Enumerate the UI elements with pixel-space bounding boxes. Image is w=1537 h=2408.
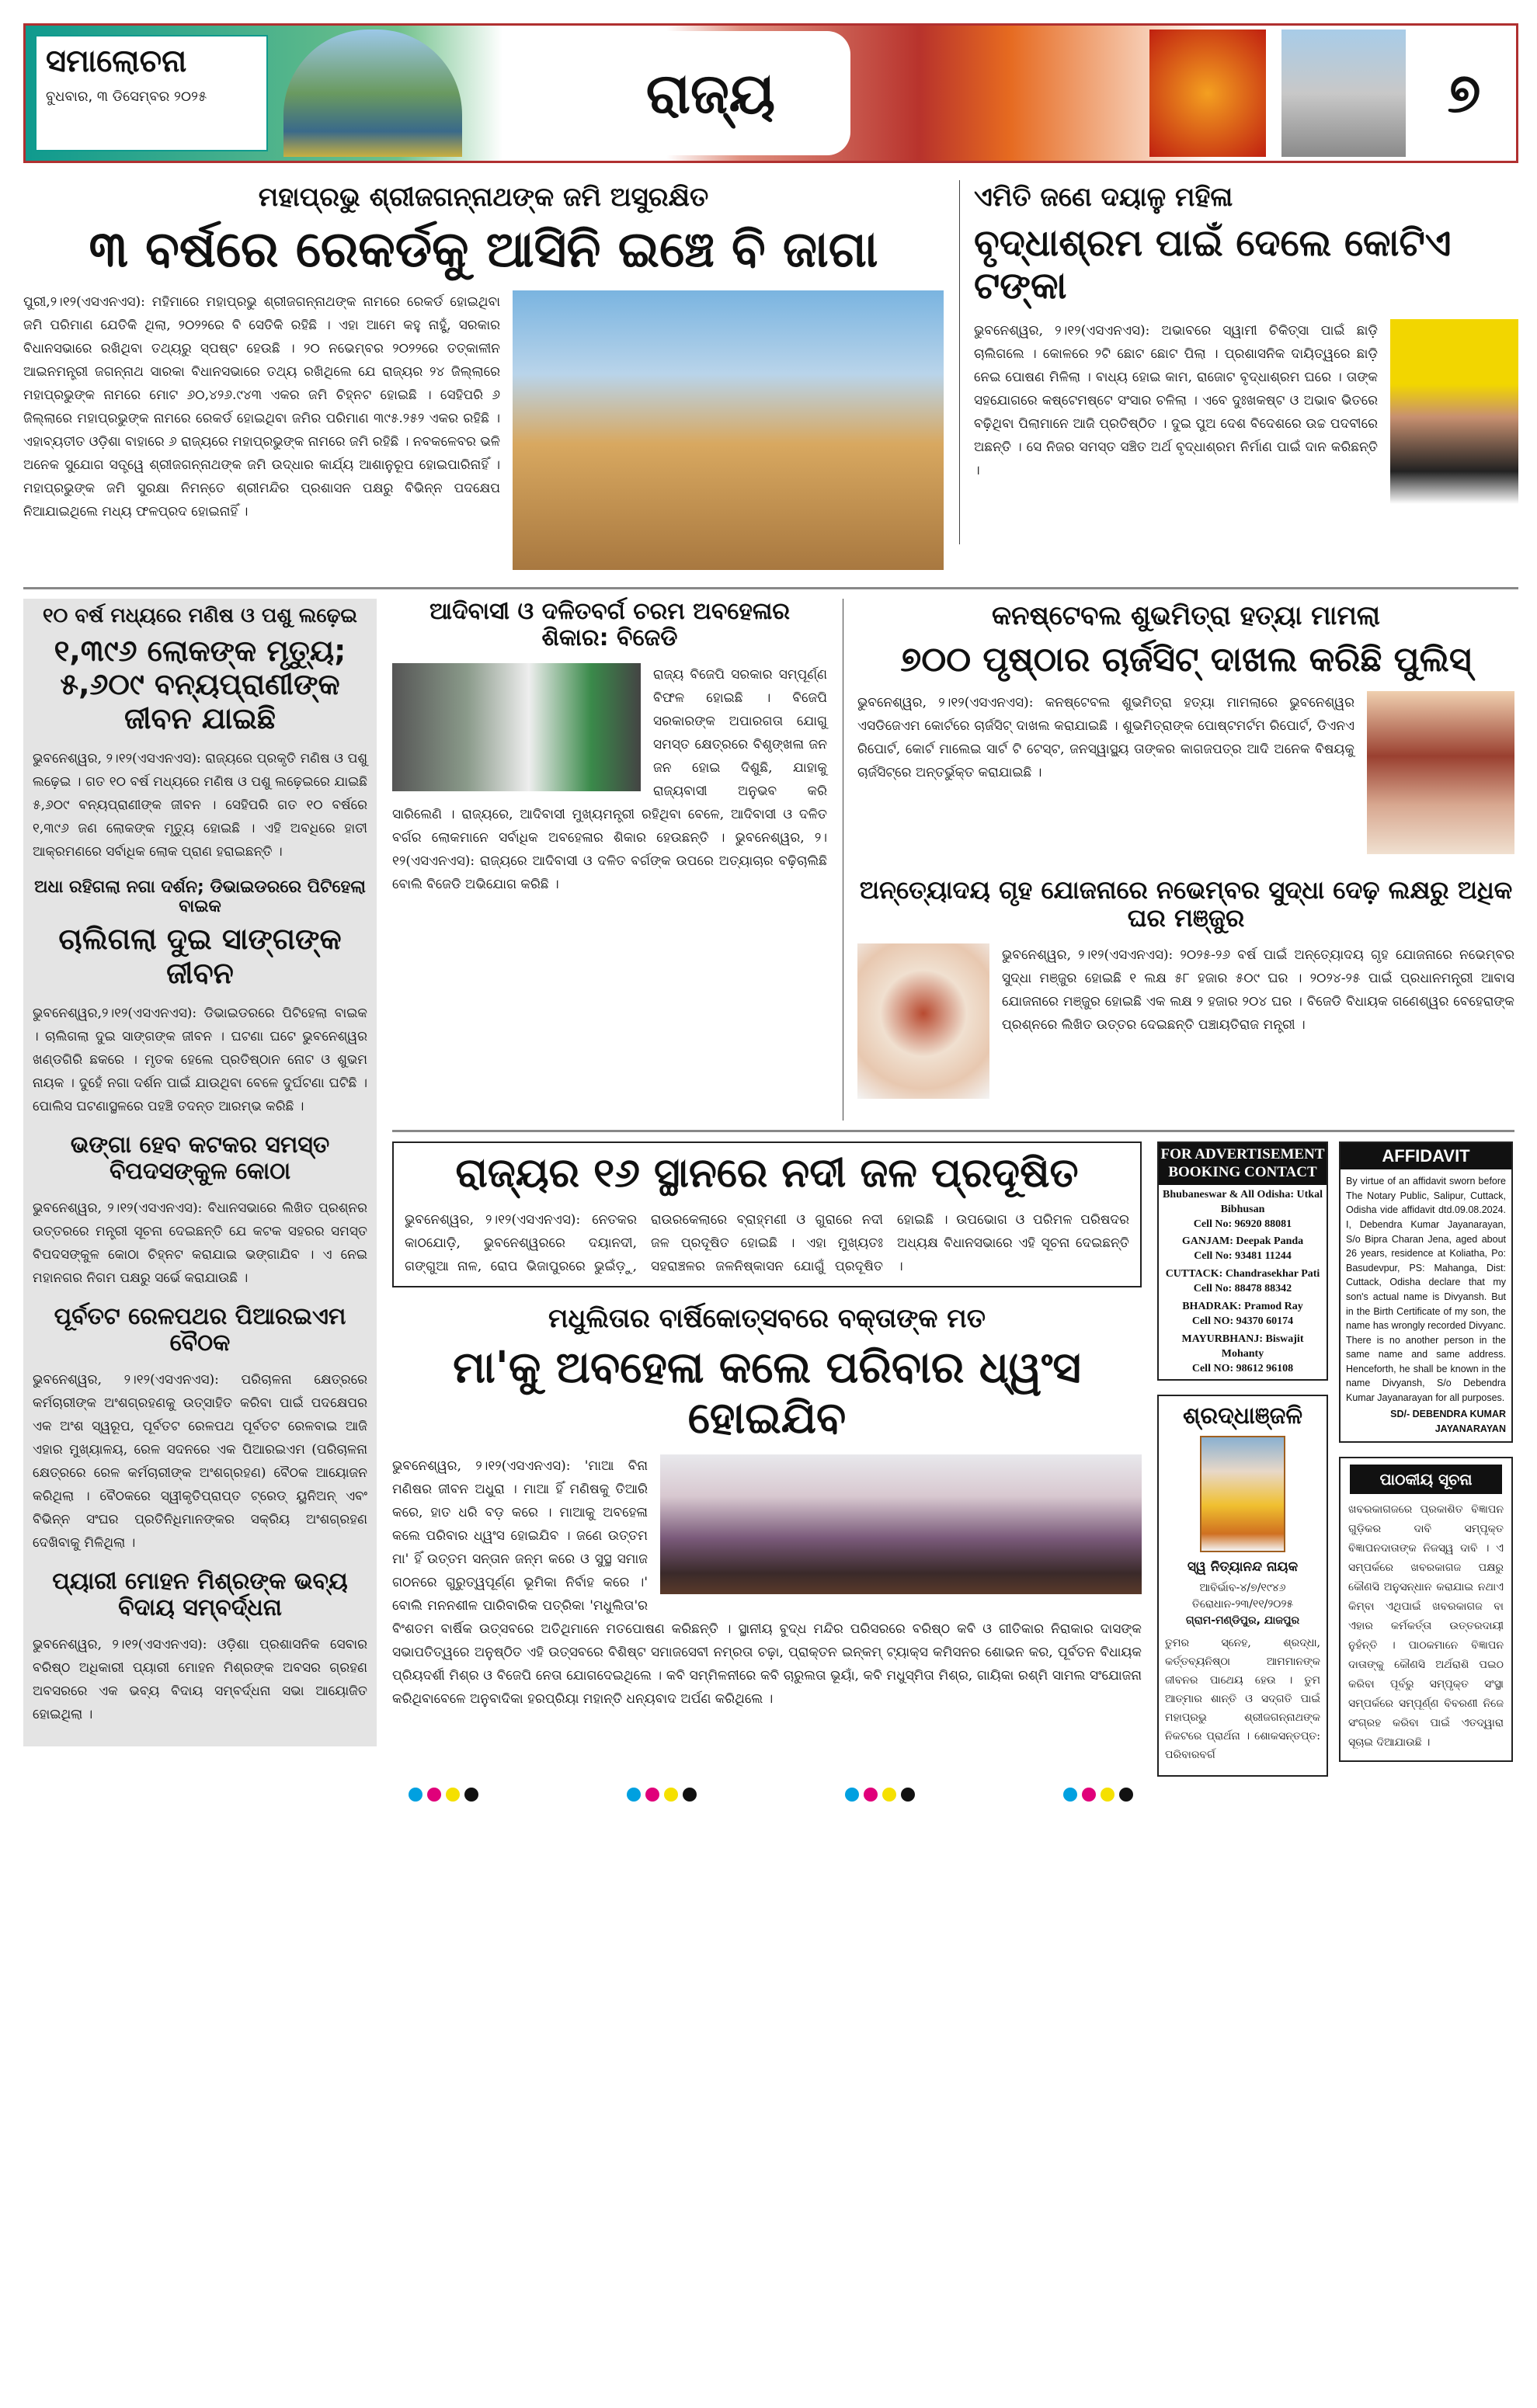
yellow-dot [1101, 1788, 1114, 1802]
elephant-image [283, 30, 462, 157]
obituary-place: ଗ୍ରାମ-ମଣ୍ଡିପୁର, ଯାଜପୁର [1185, 1614, 1300, 1628]
page-number: ୭ [1421, 61, 1507, 126]
black-dot [1119, 1788, 1133, 1802]
press-conference-photo [392, 663, 641, 791]
registration-marks [1063, 1788, 1133, 1802]
contact-cell: Cell NO: 94370 60174 [1191, 1315, 1294, 1327]
obituary-title: ଶ୍ରଦ୍ଧାଞ୍ଜଳି [1183, 1402, 1302, 1430]
mother-body: ଭୁବନେଶ୍ୱର, ୨।୧୨(ଏସଏନଏସ): 'ମାଆ ବିନା ମଣିଷର ଜୀବନ ଅଧୁରା । ମାଆ ହିଁ ମଣିଷକୁ ତିଆରି କରେ, ହାତ ଧରି ବଡ଼ କରେ । ମାଆକୁ ଅବହେଳା କଲେ ପରିବାର ଧ୍ୱଂସ ହୋଇଯିବ । ଜଣେ ଉତ୍ତମ ମା' ହିଁ ଉତ୍ତମ ସନ୍ତାନ ଜନ୍ମ କରେ ଓ ସୁସ୍ଥ ସମାଜ ଗଠନରେ ଗୁରୁତ୍ୱପୂର୍ଣ୍ଣ ଭୂମିକା ନିର୍ବାହ କରେ ।' ବୋଲି ମନନଶୀଳ ପାରିବାରିକ ପତ୍ରିକା 'ମଧୁଲିତା'ର ବିଂଶତମ ବାର୍ଷିକ ଉତ୍ସବରେ ଅତିଥିମାନେ ମତପୋଷଣ କରିଛନ୍ତି । ସ୍ଥାନୀୟ ବୁଦ୍ଧ ମନ୍ଦିର ପରିସରରେ ବରିଷ୍ଠ କବି ଓ ଗୀତିକାର ନିରାକାର ଦାସଙ୍କ ସଭାପତିତ୍ୱରେ ଅନୁଷ୍ଠିତ ଏହି ଉତ୍ସବରେ ବିଶିଷ୍ଟ ସମାଜସେବୀ ନମ୍ରତା ଚଢ଼ା, ପ୍ରାକ୍ତନ ଇନ୍‌କମ୍ ଟ୍ୟାକ୍ସ କମିସନର ଶୋଭନ କର, ପୂର୍ବତନ ବିଧାୟକ ପ୍ରିୟଦର୍ଶୀ ମିଶ୍ର ଓ ବିଜେପି ନେତା ଯୋଗଦେଇଥିଲେ । କବି ସମ୍ମିଳନୀରେ କବି ଚାରୁଲତା ଭୂୟାଁ, କବି ମଧୁସ୍ମିତା ମିଶ୍ର, ଗାୟିକା ରଶ୍ମି ସାମଲ ସଂଯୋଜନା କରିଥିବାବେଳେ ଅନୁବାଦିକା ହରପ୍ରିୟା ମହାନ୍ତି ଧନ୍ୟବାଦ ଅର୍ପଣ କରିଥିଲେ । [392, 1458, 1142, 1707]
bjd-headline: ଆଦିବାସୀ ଓ ଦଳିତବର୍ଗ ଚରମ ଅବହେଳାର ଶିକାର: ବିଜେଡି [429, 597, 791, 652]
paper-name: ସମାଲୋଚନା [46, 43, 187, 79]
affidavit-box [1339, 1141, 1513, 1443]
river-headline: ରାଜ୍ୟର ୧୬ ସ୍ଥାନରେ ନଦୀ ଜଳ ପ୍ରଦୂଷିତ [455, 1150, 1079, 1197]
section-divider [23, 587, 1518, 589]
accident-body: ଭୁବନେଶ୍ୱର,୨।୧୨(ଏସଏନଏସ): ଡିଭାଇଡରରେ ପିଟିହେଲା ବାଇକ । ଚାଲିଗଲା ଦୁଇ ସାଙ୍ଗଙ୍କ ଜୀବନ । ଘଟଣା ଘଟେ ଭୁବନେଶ୍ୱର ଖଣ୍ଡଗିରି ଛକରେ । ମୃତକ ହେଲେ ପ୍ରତିଷ୍ଠାନ ନୋଟ ଓ ଶୁଭମ ନାୟକ । ଦୁହେଁ ନଗା ଦର୍ଶନ ପାଇଁ ଯାଉଥିବା ବେଳେ ଦୁର୍ଘଟଣା ଘଟିଛି । ପୋଲିସ ଘଟଣାସ୍ଥଳରେ ପହଞ୍ଚି ତଦନ୍ତ ଆରମ୍ଭ କରିଛି । [33, 1005, 367, 1114]
contact-cell: Cell NO: 98612 96108 [1191, 1362, 1294, 1374]
masthead-logo [35, 35, 268, 151]
housing-body: ଭୁବନେଶ୍ୱର, ୨।୧୨(ଏସଏନଏସ): ୨୦୨୫-୨୬ ବର୍ଷ ପାଇଁ ଅନ୍ତ୍ୟୋଦୟ ଗୃହ ଯୋଜନାରେ ନଭେମ୍ବର ସୁଦ୍ଧା ମଞ୍ଜୁର ହୋଇଛି ୧ ଲକ୍ଷ ୫୮ ହଜାର ୫୦୯ ଘର । ୨୦୨୪-୨୫ ପାଇଁ ପ୍ରଧାନମନ୍ତ୍ରୀ ଆବାସ ଯୋଜନାରେ ମଞ୍ଜୁର ହୋଇଛି ଏକ ଲକ୍ଷ ୨ ହଜାର ୨୦୪ ଘର । ବିଜେଡି ବିଧାୟକ ଗଣେଶ୍ୱର ବେହେରାଙ୍କ ପ୍ରଶ୍ନରେ ଲିଖିତ ଉତ୍ତର ଦେଇଛନ୍ତି ପଞ୍ଚାୟତିରାଜ ମନ୍ତ୍ରୀ । [1002, 947, 1514, 1034]
cyan-dot [1063, 1788, 1077, 1802]
obituary-box [1157, 1395, 1328, 1777]
magenta-dot [645, 1788, 659, 1802]
registration-marks [409, 1788, 478, 1802]
constable-body: ଭୁବନେଶ୍ୱର, ୨।୧୨(ଏସଏନଏସ): କନଷ୍ଟେବଲ ଶୁଭମିତ୍ରା ହତ୍ୟା ମାମଲାରେ ଭୁବନେଶ୍ୱର ଏସଡିଜେଏମ କୋର୍ଟରେ ଚାର୍ଜସିଟ୍ ଦାଖଲ କରାଯାଇଛି । ଶୁଭମିତ୍ରାଙ୍କ ପୋଷ୍ଟମର୍ଟମ ରିପୋର୍ଟ, ଡିଏନଏ ରିପୋର୍ଟ, କୋର୍ଟ ମାଲେଇ ସାର୍ଟ ଟି ଟେସ୍ଟ, ଜନସ୍ୱାସ୍ଥ୍ୟ ତାଙ୍କର କାଗଜପତ୍ର ଆଦି ଅନେକ ବିଷୟକୁ ଚାର୍ଜସିଟ୍ରେ ଅନ୍ତର୍ଭୁକ୍ତ କରାଯାଇଛି । [857, 694, 1354, 780]
obituary-birth: ଆବିର୍ଭାବ-୪/୭/୧୯୪୬ [1199, 1582, 1286, 1595]
section-divider [392, 1130, 1514, 1132]
accident-headline: ଚାଲିଗଲା ଦୁଇ ସାଙ୍ଗଙ୍କ ଜୀବନ [58, 922, 342, 991]
house-in-hands-image [857, 943, 989, 1099]
obituary-death: ତିରୋଧାନ-୨୩/୧୧/୨୦୨୫ [1191, 1598, 1294, 1611]
jagannath-story [23, 180, 944, 578]
black-dot [683, 1788, 697, 1802]
affidavit-body: By virtue of an affidavit sworn before The Notary Public, Salipur, Cuttack, Odisha vide affidavit dtd.09.08.2024. I, Debendra Kumar Jayanarayan, S/o Bipra Charan Jena, aged about 26 years, residence at Koliatha, Po: Basudevpur, PS: Mahanga, Dist: Cuttack, Odisha declare that my son's actual name is Divyansh. But in the Birth Certificate of my son, the name has wrongly recorded Divyanc. There is no another person in the same name and same address. Henceforth, he shall be known in the name Divyansh, S/o Debendra Kumar Jayanarayan for all purposes. [1346, 1176, 1506, 1404]
festival-image [1149, 30, 1266, 157]
contact-region: GANJAM: Deepak Panda [1181, 1235, 1304, 1248]
wildlife-kicker: ୧୦ ବର୍ଷ ମଧ୍ୟରେ ମଣିଷ ଓ ପଶୁ ଲଢ଼େଇ [42, 603, 358, 627]
cuttack-body: ଭୁବନେଶ୍ୱର, ୨।୧୨(ଏସଏନଏସ): ବିଧାନସଭାରେ ଲିଖିତ ପ୍ରଶ୍ନର ଉତ୍ତରରେ ମନ୍ତ୍ରୀ ସୂଚନା ଦେଇଛନ୍ତି ଯେ କଟକ ସହରର ସମସ୍ତ ବିପଦସଙ୍କୁଳ କୋଠା ଚିହ୍ନଟ କରାଯାଇ ଭଙ୍ଗାଯିବ । ଏ ନେଇ ମହାନଗର ନିଗମ ପକ୍ଷରୁ ସର୍ଭେ କରାଯାଉଛି । [33, 1200, 367, 1286]
event-group-photo [660, 1454, 1142, 1594]
jagannath-headline: ୩ ବର୍ଷରେ ରେକର୍ଡକୁ ଆସିନି ଇଞ୍ଚେ ବି ଜାଗା [89, 221, 878, 280]
farewell-body: ଭୁବନେଶ୍ୱର, ୨।୧୨(ଏସଏନଏସ): ଓଡ଼ିଶା ପ୍ରଶାସନିକ ସେବାର ବରିଷ୍ଠ ଅଧିକାରୀ ପ୍ୟାରୀ ମୋହନ ମିଶ୍ରଙ୍କ ଅବସର ଗ୍ରହଣ ଅବସରରେ ଏକ ଭବ୍ୟ ବିଦାୟ ସମ୍ବର୍ଦ୍ଧନା ସଭା ଆୟୋଜିତ ହୋଇଥିଲା । [33, 1636, 367, 1722]
railway-body: ଭୁବନେଶ୍ୱର, ୨।୧୨(ଏସଏନଏସ): ପରିଚାଳନା କ୍ଷେତ୍ରରେ କର୍ମଚାରୀଙ୍କ ଅଂଶଗ୍ରହଣକୁ ଉତ୍ସାହିତ କରିବା ପାଇଁ ପଦକ୍ଷେପର ଏକ ଅଂଶ ସ୍ୱରୂପ, ପୂର୍ବତଟ ରେଳପଥ ପୂର୍ବତଟ ରେଳବାଇ ଆଜି ଏହାର ମୁଖ୍ୟାଳୟ, ରେଳ ସଦନରେ ଏକ ପିଆରଇଏମ (ପରିଚାଳନା କ୍ଷେତ୍ରରେ ରେଳ କର୍ମଚାରୀଙ୍କ ଅଂଶଗ୍ରହଣ) ବୈଠକ ଆୟୋଜନ କରିଥିଲା । ବୈଠକରେ ସ୍ୱୀକୃତିପ୍ରାପ୍ତ ଟ୍ରେଡ୍ ୟୁନିଅନ୍ ଏବଂ ବିଭିନ୍ନ ସଂଘର ପ୍ରତିନିଧିମାନଙ୍କର ସକ୍ରିୟ ଅଂଶଗ୍ରହଣ ଦେଖିବାକୁ ମିଳିଥିଲା । [33, 1371, 367, 1551]
oldage-story [959, 180, 1518, 544]
mother-kicker: ମଧୁଲିତାର ବାର୍ଷିକୋତ୍ସବରେ ବକ୍ତାଙ୍କ ମତ [548, 1302, 986, 1334]
black-dot [464, 1788, 478, 1802]
factory-image [1281, 30, 1406, 157]
constable-story [857, 599, 1514, 862]
left-briefs-column [23, 599, 377, 1746]
bjd-story [392, 599, 827, 896]
contact-cell: Cell No: 93481 11244 [1194, 1250, 1292, 1263]
railway-headline: ପୂର୍ବତଟ ରେଳପଥର ପିଆରଇଏମ ବୈଠକ [54, 1302, 346, 1357]
affidavit-title: AFFIDAVIT [1341, 1143, 1511, 1169]
oldage-kicker: ଏମିତି ଜଣେ ଦୟାଳୁ ମହିଳା [974, 182, 1233, 213]
farewell-headline: ପ୍ୟାରୀ ମୋହନ ମିଶ୍ରଙ୍କ ଭବ୍ୟ ବିଦାୟ ସମ୍ବର୍ଦ୍ଧନା [52, 1567, 348, 1622]
bjd-body: ରାଜ୍ୟ ବିଜେପି ସରକାର ସମ୍ପୂର୍ଣ୍ଣ ବିଫଳ ହୋଇଛି । ବିଜେପି ସରକାରଙ୍କ ଅପାରଗତା ଯୋଗୁ ସମସ୍ତ କ୍ଷେତ୍ରରେ ବିଶୃଙ୍ଖଳା ଜନ ଜନ ହୋଇ ଦିଶୁଛି, ଯାହାକୁ ରାଜ୍ୟବାସୀ ଅନୁଭବ କରି ସାରିଲେଣି । ରାଜ୍ୟରେ, ଆଦିବାସୀ ମୁଖ୍ୟମନ୍ତ୍ରୀ ରହିଥିବା ବେଳେ, ଆଦିବାସୀ ଓ ଦଳିତ ବର୍ଗର ଲୋକମାନେ ସର୍ବାଧିକ ଅବହେଳାର ଶିକାର ହେଉଛନ୍ତି । ଭୁବନେଶ୍ୱର, ୨।୧୨(ଏସଏନଏସ): ରାଜ୍ୟରେ ଆଦିବାସୀ ଓ ଦଳିତ ବର୍ଗଙ୍କ ଉପରେ ଅତ୍ୟାଚାର ବଢ଼ିଚାଲିଛି ବୋଲି ବିଜେଡି ଅଭିଯୋଗ କରିଛି । [392, 666, 827, 892]
contact-region: MAYURBHANJ: Biswajit Mohanty [1181, 1333, 1304, 1360]
housing-story [857, 876, 1514, 1107]
ad-booking-title-2: BOOKING CONTACT [1168, 1163, 1317, 1180]
contact-region: Bhubaneswar & All Odisha: Utkal Bibhusan [1163, 1188, 1323, 1215]
affidavit-signature-1: SD/- DEBENDRA KUMAR [1390, 1408, 1506, 1419]
victim-portrait [1367, 691, 1514, 854]
magenta-dot [864, 1788, 878, 1802]
magenta-dot [1082, 1788, 1096, 1802]
wildlife-body: ଭୁବନେଶ୍ୱର, ୨।୧୨(ଏସଏନଏସ): ରାଜ୍ୟରେ ପ୍ରକୃତି ମଣିଷ ଓ ପଶୁ ଲଢ଼େଇ । ଗତ ୧୦ ବର୍ଷ ମଧ୍ୟରେ ମଣିଷ ଓ ପଶୁ ଲଢ଼େଇରେ ଯାଇଛି ୫,୬୦୯ ବନ୍ୟପ୍ରାଣୀଙ୍କ ଜୀବନ । ସେହିପରି ଗତ ୧୦ ବର୍ଷରେ ୧,୩୯୬ ଜଣ ଲୋକଙ୍କ ମୃତ୍ୟୁ ହୋଇଛି । ଏହି ଅବଧିରେ ହାତୀ ଆକ୍ରମଣରେ ସର୍ବାଧିକ ଲୋକ ପ୍ରାଣ ହରାଇଛନ୍ତି । [33, 750, 367, 860]
jagannath-temple-image [513, 290, 944, 570]
ad-booking-box [1157, 1141, 1328, 1381]
reader-notice-box [1339, 1457, 1513, 1762]
obituary-body: ତୁମର ସ୍ନେହ, ଶ୍ରଦ୍ଧା, କର୍ତ୍ତବ୍ୟନିଷ୍ଠା ଆମମାନଙ୍କ ଜୀବନର ପାଥେୟ ହେଉ । ତୁମ ଆତ୍ମାର ଶାନ୍ତି ଓ ସଦ୍‌ଗତି ପାଇଁ ମହାପ୍ରଭୁ ଶ୍ରୀଜଗନ୍ନାଥଙ୍କ ନିକଟରେ ପ୍ରାର୍ଥନା । ଶୋକସନ୍ତପ୍ତ: ପରିବାରବର୍ଗ [1165, 1637, 1320, 1762]
river-story-box [392, 1141, 1142, 1287]
wildlife-headline: ୧,୩୯୬ ଲୋକଙ୍କ ମୃତ୍ୟୁ; ୫,୬୦୯ ବନ୍ୟପ୍ରାଣୀଙ୍କ ଜୀବନ ଯାଇଛି [54, 633, 346, 736]
oldage-body: ଭୁବନେଶ୍ୱର, ୨।୧୨(ଏସଏନଏସ): ଅଭାବରେ ସ୍ୱାମୀ ଚିକିତ୍ସା ପାଇଁ ଛାଡ଼ି ଚାଲିଗଲେ । କୋଳରେ ୨ଟି ଛୋଟ ଛୋଟ ପିଲା । ପ୍ରଶାସନିକ ଦାୟିତ୍ୱରେ ଛାଡ଼ି ନେଇ ପୋଷଣ ମିଳିଲା । ବାଧ୍ୟ ହୋଇ କାମ, ରାଜୋଟ ବୃଦ୍ଧାଶ୍ରମ ଘରେ । ତାଙ୍କ ସହଯୋଗରେ କଷ୍ଟେମଷ୍ଟେ ସଂସାର ଚଳିଲା । ଏବେ ଦୁଃଖକଷ୍ଟ ଓ ଅଭାବ ଭିତରେ ବଢ଼ିଥିବା ପିଲାମାନେ ଆଜି ପ୍ରତିଷ୍ଠିତ । ଦୁଇ ପୁଅ ଦେଶ ବିଦେଶରେ ଉଚ୍ଚ ପଦବୀରେ ଅଛନ୍ତି । ସେ ନିଜର ସମସ୍ତ ସଞ୍ଚିତ ଅର୍ଥ ବୃଦ୍ଧାଶ୍ରମ ନିର୍ମାଣ ପାଇଁ ଦାନ କରିଛନ୍ତି । [974, 322, 1378, 478]
section-title: ରାଜ୍ୟ [571, 31, 850, 155]
registration-marks [627, 1788, 697, 1802]
issue-date: ବୁଧବାର, ୩ ଡିସେମ୍ବର ୨୦୨୫ [46, 89, 207, 105]
woman-portrait [1390, 319, 1518, 537]
reader-notice-title: ପାଠକୀୟ ସୂଚନା [1350, 1465, 1502, 1494]
magenta-dot [427, 1788, 441, 1802]
obituary-portrait [1200, 1436, 1285, 1552]
oldage-headline: ବୃଦ୍ଧାଶ୍ରମ ପାଇଁ ଦେଲେ କୋଟିଏ ଟଙ୍କା [974, 221, 1452, 308]
jagannath-body: ପୁରୀ,୨।୧୨(ଏସଏନଏସ): ମହିମାରେ ମହାପ୍ରଭୁ ଶ୍ରୀଜଗନ୍ନାଥଙ୍କ ନାମରେ ରେକର୍ଡ ହୋଇଥିବା ଜମି ପରିମାଣ ଯେତିକି ଥିଲା, ୨୦୨୨ରେ ବି ସେତିକି ରହିଛି । ଏହା ଆମେ କହୁ ନାହୁଁ, ସରକାର ବିଧାନସଭାରେ ରଖିଥିବା ତଥ୍ୟରୁ ସ୍ପଷ୍ଟ ହେଉଛି । ୨୦ ନଭେମ୍ବର ୨୦୨୨ରେ ତତ୍କାଳୀନ ଆଇନମନ୍ତ୍ରୀ ଜଗନ୍ନାଥ ସାରକା ବିଧାନସଭାରେ ତଥ୍ୟ ରଖିଥିଲେ ଯେ ରାଜ୍ୟର ୨୪ ଜିଲ୍ଲାରେ ମହାପ୍ରଭୁଙ୍କ ନାମରେ ମୋଟ ୬୦,୪୨୬.୯୪୩ ଏକର ଜମି ଚିହ୍ନଟ ହୋଇଛି । ସେହିପରି ୬ ଜିଲ୍ଲାରେ ମହାପ୍ରଭୁଙ୍କ ନାମରେ ରେକର୍ଡ ହୋଇଥିବା ଜମିର ପରିମାଣ ୩୯୫.୨୫୨ ଏକର ରହିଛି । ଏହାବ୍ୟତୀତ ଓଡ଼ିଶା ବାହାରେ ୬ ରାଜ୍ୟରେ ମହାପ୍ରଭୁଙ୍କ ନାମରେ ଜମି ରହିଛି । ନବକଳେବର ଭଳି ଅନେକ ସୁଯୋଗ ସତ୍ତ୍ୱେ ଶ୍ରୀଜଗନ୍ନାଥଙ୍କ ଜମି ଉଦ୍ଧାର କାର୍ଯ୍ୟ ଆଶାନୁରୂପ ହୋଇପାରିନାହିଁ । ମହାପ୍ରଭୁଙ୍କ ଜମି ସୁରକ୍ଷା ନିମନ୍ତେ ଶ୍ରୀମନ୍ଦିର ପ୍ରଶାସନ ପକ୍ଷରୁ ବିଭିନ୍ନ ପଦକ୍ଷେପ ନିଆଯାଇଥିଲେ ମଧ୍ୟ ଫଳପ୍ରଦ ହୋଇନାହିଁ । [23, 294, 500, 519]
river-body: ଭୁବନେଶ୍ୱର, ୨।୧୨(ଏସଏନଏସ): ନେତକର କାଠଯୋଡ଼ି, ଭୁବନେଶ୍ୱରରେ ଦୟାନଦୀ, ଗଙ୍ଗୁଆ ନାଳ, ରୋପ ଭିଜାପୁରରେ ଭୁଇଁଡ଼ୁ, ରାଉରକେଲାରେ ବ୍ରାହ୍ମଣୀ ଓ ଗୁରାରେ ନଦୀ ଜଳ ପ୍ରଦୂଷିତ ହୋଇଛି । ଏହା ମୁଖ୍ୟତଃ ସହରାଞ୍ଚଳର ଜଳନିଷ୍କାସନ ଯୋଗୁଁ ପ୍ରଦୂଷିତ ହୋଇଛି । ଉପଭୋଗ ଓ ପରିମଳ ପରିଷଦର ଅଧ୍ୟକ୍ଷ ବିଧାନସଭାରେ ଏହି ସୂଚନା ଦେଇଛନ୍ତି । [405, 1211, 1129, 1274]
ad-booking-title-1: FOR ADVERTISEMENT [1160, 1146, 1325, 1163]
cyan-dot [845, 1788, 859, 1802]
reader-notice-body: ଖବରକାଗଜରେ ପ୍ରକାଶିତ ବିଜ୍ଞାପନ ଗୁଡ଼ିକର ଦାବି ସମ୍ପୃକ୍ତ ବିଜ୍ଞାପନଦାତାଙ୍କ ନିଜସ୍ୱ ଦାବି । ଏ ସମ୍ପର୍କରେ ଖବରକାଗଜ ପକ୍ଷରୁ କୌଣସି ଅନୁସନ୍ଧାନ କରାଯାଇ ନଥାଏ କିମ୍ବା ଏଥିପାଇଁ ଖବରକାଗଜ ବା ଏହାର କର୍ମକର୍ତ୍ତା ଉତ୍ତରଦାୟୀ ନୁହଁନ୍ତି । ପାଠକମାନେ ବିଜ୍ଞାପନ ଦାତାଙ୍କୁ କୌଣସି ଅର୍ଥରାଶି ପଇଠ କରିବା ପୂର୍ବରୁ ସମ୍ପୃକ୍ତ ସଂସ୍ଥା ସମ୍ପର୍କରେ ସମ୍ପୂର୍ଣ୍ଣ ବିବରଣୀ ନିଜେ ସଂଗ୍ରହ କରିବା ପାଇଁ ଏତଦ୍ୱାରା ସୂଚାଇ ଦିଆଯାଉଛି । [1348, 1503, 1504, 1749]
registration-marks [845, 1788, 915, 1802]
contact-cell: Cell No: 88478 88342 [1193, 1283, 1292, 1295]
mother-story [392, 1301, 1142, 1711]
obituary-name: ସ୍ୱ ନିତ୍ୟାନନ୍ଦ ନାୟକ [1187, 1559, 1299, 1576]
contact-region: BHADRAK: Pramod Ray [1182, 1300, 1303, 1312]
jagannath-kicker: ମହାପ୍ରଭୁ ଶ୍ରୀଜଗନ୍ନାଥଙ୍କ ଜମି ଅସୁରକ୍ଷିତ [258, 182, 709, 213]
contact-cell: Cell No: 96920 88081 [1193, 1218, 1292, 1230]
accident-kicker: ଅଧା ରହିଗଲା ନଗା ଦର୍ଶନ; ଡିଭାଇଡରରେ ପିଟିହେଲା ବାଇକ [34, 877, 366, 917]
yellow-dot [882, 1788, 896, 1802]
housing-headline: ଅନ୍ତ୍ୟୋଦୟ ଗୃହ ଯୋଜନାରେ ନଭେମ୍ବର ସୁଦ୍ଧା ଦେଢ଼ ଲକ୍ଷରୁ ଅଧିକ ଘର ମଞ୍ଜୁର [859, 874, 1513, 933]
cyan-dot [627, 1788, 641, 1802]
black-dot [901, 1788, 915, 1802]
constable-headline: ୭୦୦ ପୃଷ୍ଠାର ଚାର୍ଜସିଟ୍ ଦାଖଲ କରିଛି ପୁଲିସ୍ [900, 639, 1472, 679]
constable-kicker: କନଷ୍ଟେବଲ ଶୁଭମିତ୍ରା ହତ୍ୟା ମାମଲା [992, 599, 1380, 631]
contact-region: CUTTACK: Chandrasekhar Pati [1165, 1268, 1320, 1280]
cyan-dot [409, 1788, 423, 1802]
yellow-dot [446, 1788, 460, 1802]
yellow-dot [664, 1788, 678, 1802]
affidavit-signature-2: JAYANARAYAN [1434, 1423, 1506, 1434]
mother-headline: ମା'କୁ ଅବହେଳା କଲେ ପରିବାର ଧ୍ୱଂସ ହୋଇଯିବ [453, 1343, 1081, 1444]
cuttack-headline: ଭଙ୍ଗା ହେବ କଟକର ସମସ୍ତ ବିପଦସଙ୍କୁଳ କୋଠା [70, 1131, 330, 1186]
masthead-banner [23, 23, 1518, 163]
